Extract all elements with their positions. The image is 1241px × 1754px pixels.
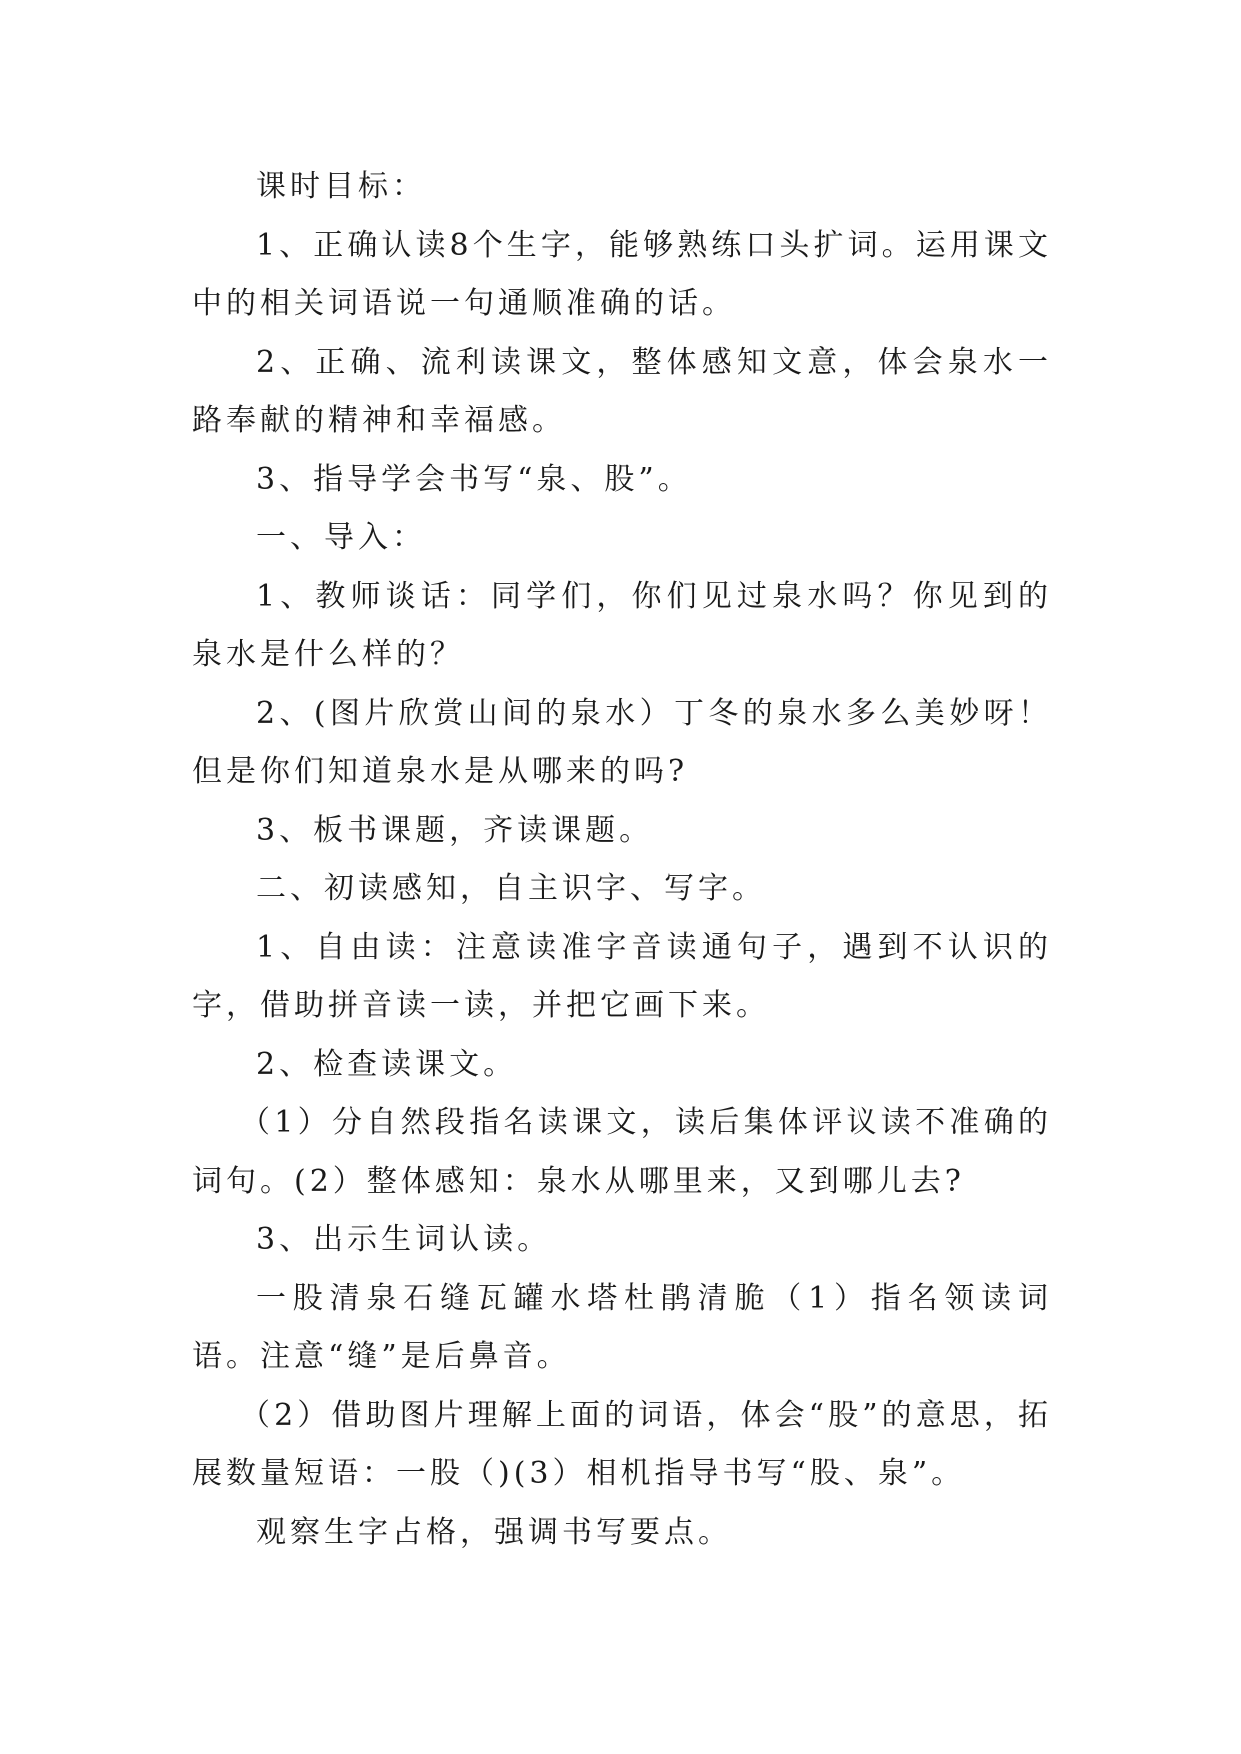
objective-1: 1、正确认读8个生字，能够熟练口头扩词。运用课文中的相关词语说一句通顺准确的话。 — [192, 227, 1052, 321]
writing-guidance: 观察生字占格，强调书写要点。 — [256, 1514, 732, 1550]
section-introduction-heading: 一、导入： — [256, 520, 426, 555]
intro-step-3: 3、板书课题，齐读课题。 — [256, 812, 654, 848]
vocabulary-understanding: （2）借助图片理解上面的词语，体会“股”的意思，拓展数量短语：一股（)(3）相机指导书写“股、泉”。 — [192, 1397, 1052, 1491]
lesson-objectives-heading: 课时目标： — [256, 169, 426, 204]
intro-step-2: 2、(图片欣赏山间的泉水）丁冬的泉水多么美妙呀！但是你们知道泉水是从哪来的吗? — [192, 695, 1052, 789]
intro-step-1: 1、教师谈话：同学们，你们见过泉水吗？你见到的泉水是什么样的？ — [192, 578, 1052, 672]
reading-step-2-details: （1）分自然段指名读课文，读后集体评议读不准确的词句。(2）整体感知：泉水从哪里来，又到哪儿去? — [192, 1105, 1052, 1199]
section-first-reading-heading: 二、初读感知，自主识字、写字。 — [256, 871, 766, 906]
vocabulary-list: 一股清泉石缝瓦罐水塔杜鹃清脆（1）指名领读词语。注意“缝”是后鼻音。 — [192, 1280, 1052, 1374]
reading-step-2: 2、检查读课文。 — [256, 1046, 518, 1082]
reading-step-1: 1、自由读：注意读准字音读通句子，遇到不认识的字，借助拼音读一读，并把它画下来。 — [192, 929, 1052, 1023]
objective-2: 2、正确、流利读课文，整体感知文意，体会泉水一路奉献的精神和幸福感。 — [192, 344, 1052, 438]
reading-step-3: 3、出示生词认读。 — [256, 1222, 552, 1257]
objective-3: 3、指导学会书写“泉、股”。 — [256, 461, 692, 497]
document-body — [192, 158, 1052, 1562]
